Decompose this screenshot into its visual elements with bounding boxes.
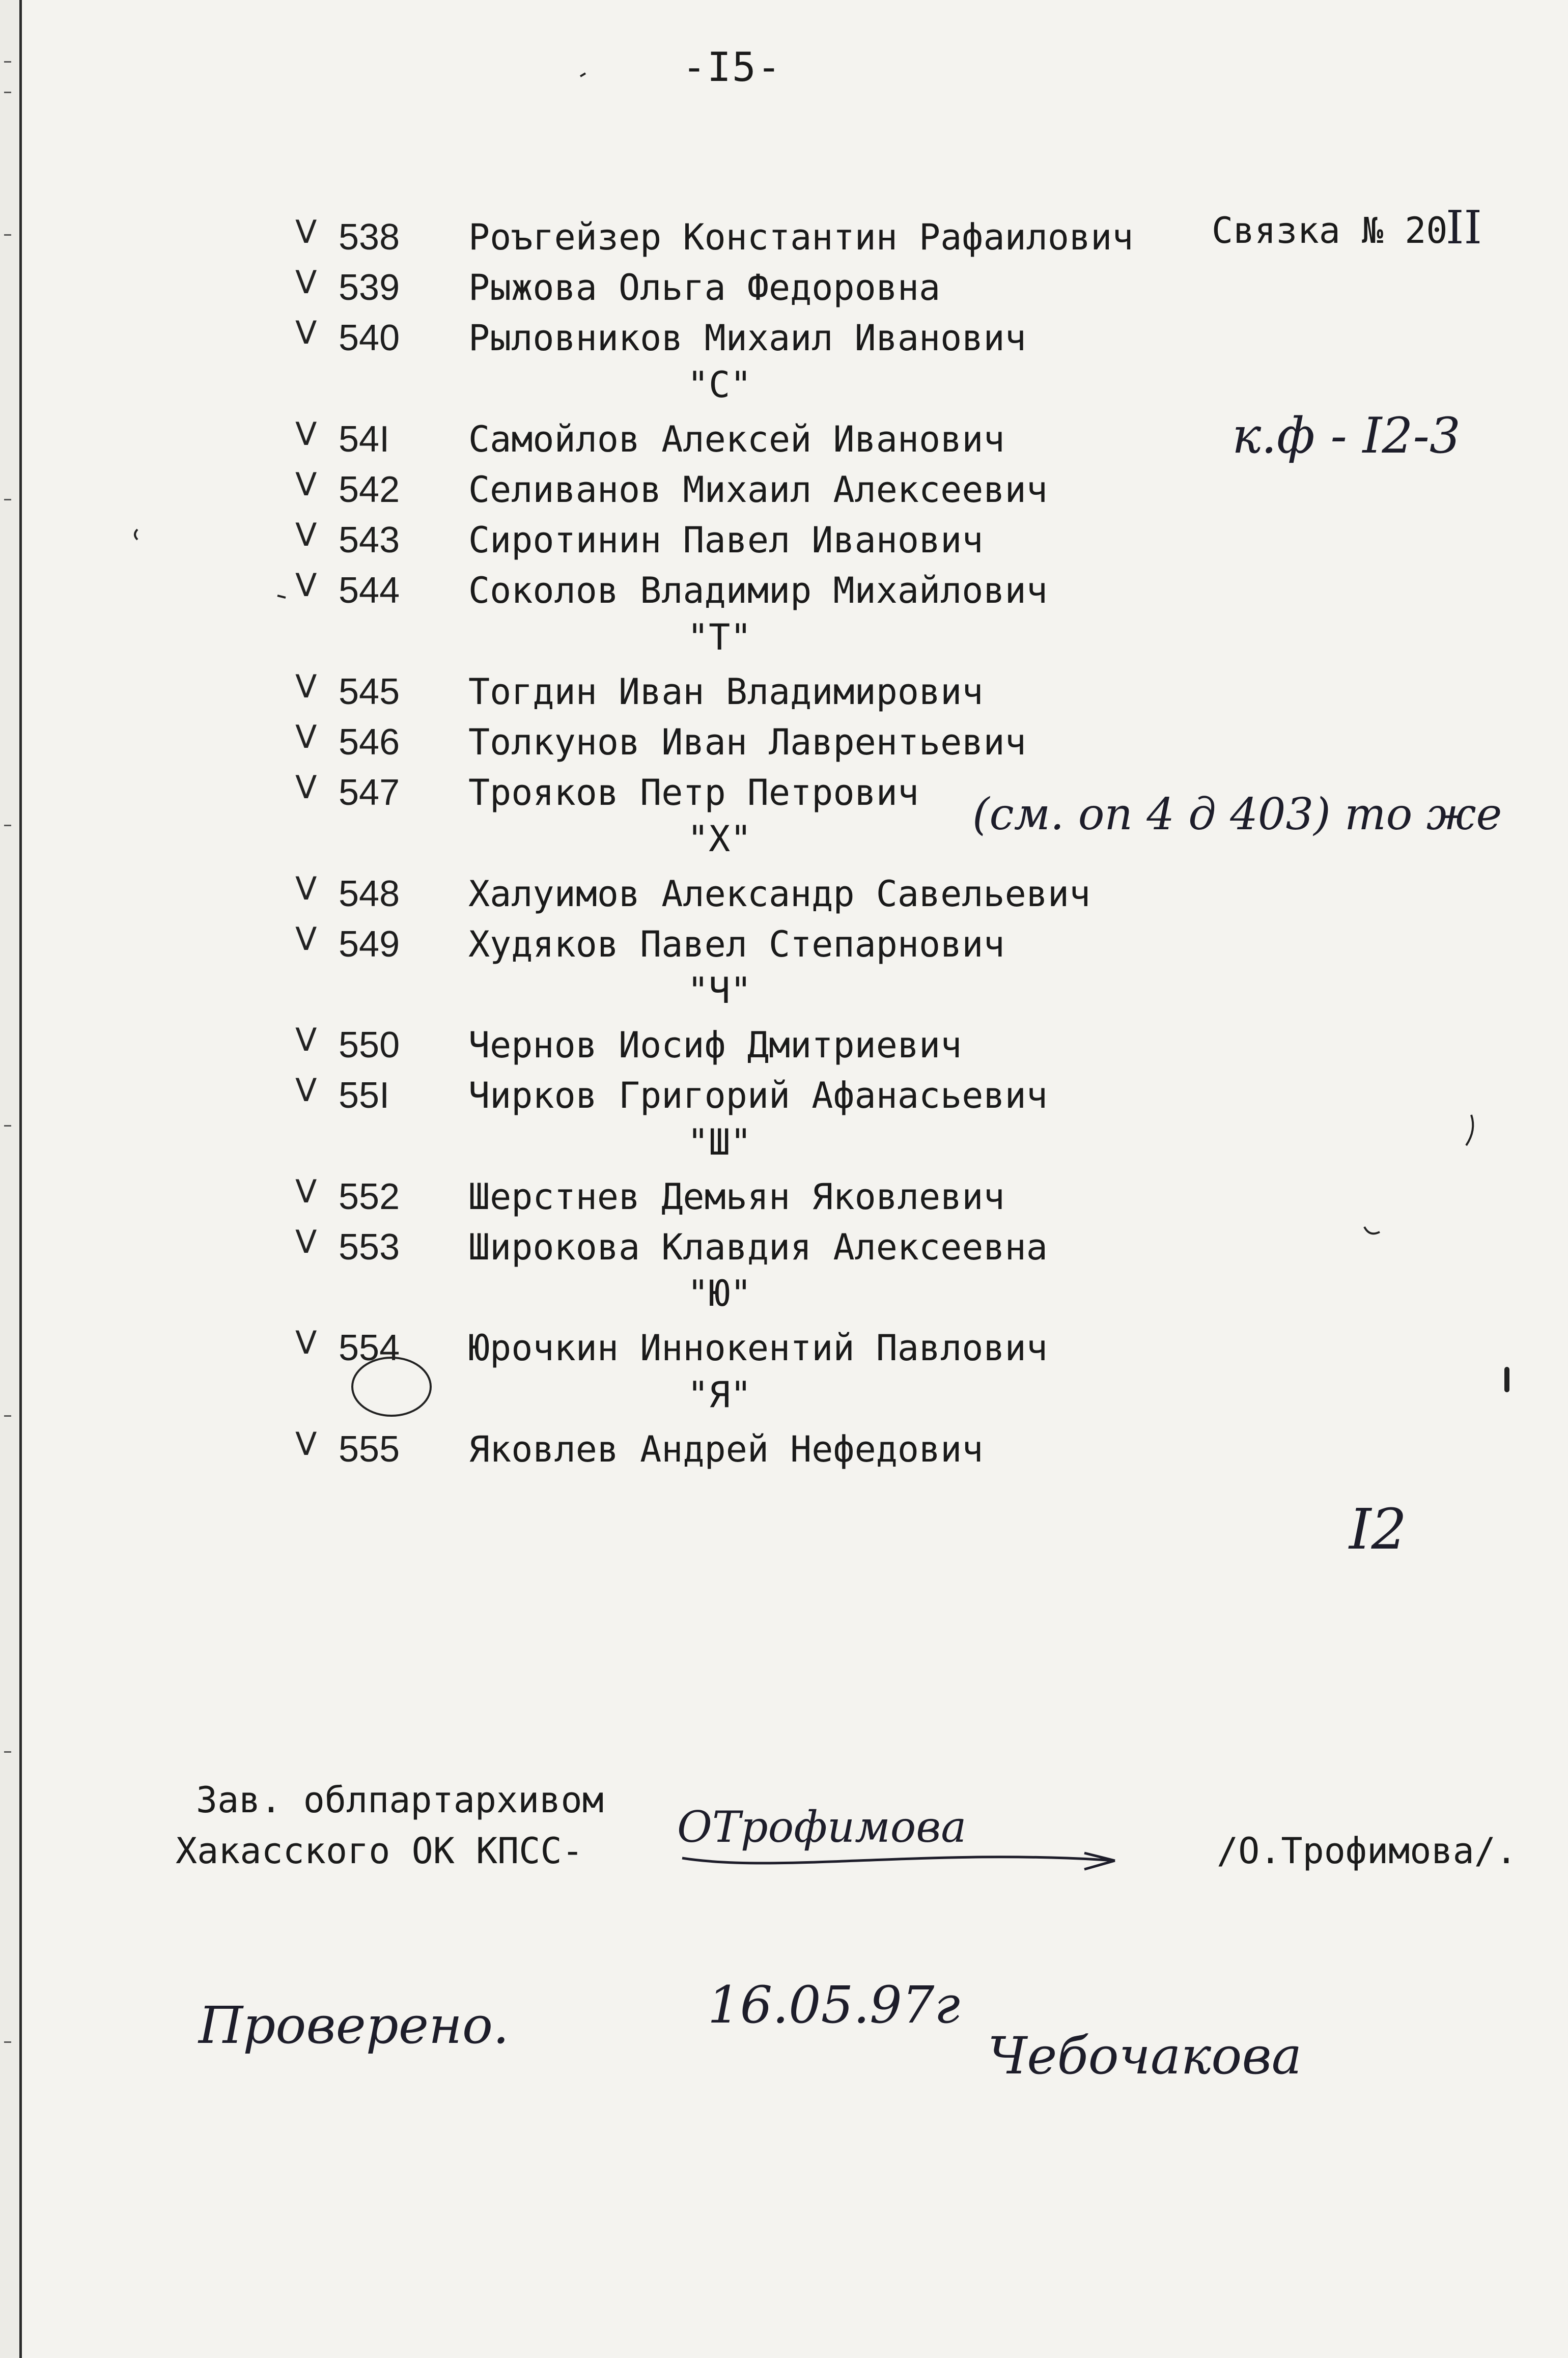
section-letter: "Я" xyxy=(687,1374,752,1416)
entry-number: 548 xyxy=(339,874,400,914)
page-number: -I5- xyxy=(682,45,782,91)
check-mark: V xyxy=(295,1021,317,1058)
entry-name: Рыжова Ольга Федоровна xyxy=(468,267,941,308)
entry-name: Чирков Григорий Афанасьевич xyxy=(468,1075,1048,1116)
entry-number: 552 xyxy=(339,1176,400,1217)
entry-number: 550 xyxy=(339,1025,400,1065)
bundle-label: Связка № 20 xyxy=(1212,210,1448,251)
entry-name: Чернов Иосиф Дмитриевич xyxy=(468,1024,962,1066)
bundle-hand-mark: II xyxy=(1446,201,1482,255)
check-mark: V xyxy=(295,1425,317,1463)
signature: ОТрофимова xyxy=(677,1802,967,1852)
entry-number: 555 xyxy=(339,1429,400,1470)
entry-name: Самойлов Алексей Иванович xyxy=(468,418,1005,460)
check-mark: V xyxy=(295,1223,317,1260)
section-letter: "Ю" xyxy=(687,1273,752,1314)
signature-title-line1: Зав. облпартархивом xyxy=(196,1779,604,1821)
check-mark: V xyxy=(295,415,317,453)
entry-number: 542 xyxy=(339,469,400,510)
entry-number: 543 xyxy=(339,520,400,560)
signature-title-line2: Хакасского ОК КПСС- xyxy=(176,1830,583,1872)
check-mark: V xyxy=(295,870,317,907)
check-mark: V xyxy=(295,466,317,503)
entry-number: 553 xyxy=(339,1227,400,1268)
entry-name: Трояков Петр Петрович xyxy=(468,772,919,813)
check-mark: V xyxy=(295,920,317,958)
entry-name: Рыловников Михаил Иванович xyxy=(468,317,1026,359)
check-mark: V xyxy=(295,314,317,351)
note-547: (см. оп 4 д 403) то же xyxy=(972,789,1502,840)
entry-number: 54I xyxy=(339,419,390,460)
entry-name: Сиротинин Павел Иванович xyxy=(468,519,984,561)
entry-name: Толкунов Иван Лаврентьевич xyxy=(468,721,1026,763)
entry-number: 546 xyxy=(339,722,400,763)
entry-number: 547 xyxy=(339,772,400,813)
entry-name: Юрочкин Иннокентий Павлович xyxy=(468,1327,1048,1369)
entry-name: Яковлев Андрей Нефедович xyxy=(468,1428,984,1470)
section-letter: "Т" xyxy=(687,616,752,658)
check-mark: V xyxy=(295,1324,317,1361)
section-letter: "С" xyxy=(687,364,752,406)
check-mark: V xyxy=(295,769,317,806)
entry-number: 549 xyxy=(339,924,400,965)
section-letter: "Ч" xyxy=(687,970,752,1012)
check-mark: V xyxy=(295,213,317,250)
entry-number: 538 xyxy=(339,217,400,258)
checked-note: Проверено. xyxy=(199,1996,509,2055)
entry-number: 544 xyxy=(339,570,400,611)
entry-number: 539 xyxy=(339,267,400,308)
entry-name: Тогдин Иван Владимирович xyxy=(468,671,984,713)
check-mark: V xyxy=(295,264,317,301)
checker-signature: Чебочакова xyxy=(988,2026,1302,2086)
entry-name: Селиванов Михаил Алексеевич xyxy=(468,469,1048,511)
count-note: I2 xyxy=(1349,1497,1407,1562)
section-letter: "Х" xyxy=(687,818,752,860)
check-mark: V xyxy=(295,1173,317,1210)
entry-name: Шерстнев Демьян Яковлевич xyxy=(468,1176,1005,1218)
check-mark: V xyxy=(295,1072,317,1109)
check-mark: V xyxy=(295,567,317,604)
code-note: к.ф - I2-3 xyxy=(1232,407,1461,464)
entry-number: 554 xyxy=(339,1328,400,1368)
check-mark: V xyxy=(295,516,317,553)
entry-number: 545 xyxy=(339,671,400,712)
entry-number: 540 xyxy=(339,318,400,358)
entry-name: Широкова Клавдия Алексеевна xyxy=(468,1226,1048,1268)
entry-name: Роъгейзер Константин Рафаилович xyxy=(468,216,1134,258)
entry-name: Халуимов Александр Савельевич xyxy=(468,873,1091,915)
check-mark: V xyxy=(295,718,317,755)
entry-name: Соколов Владимир Михайлович xyxy=(468,570,1048,611)
entry-number: 55I xyxy=(339,1075,390,1116)
entry-name: Худяков Павел Степарнович xyxy=(468,923,1005,965)
signatory-name: /О.Трофимова/. xyxy=(1217,1830,1518,1872)
check-mark: V xyxy=(295,668,317,705)
section-letter: "Ш" xyxy=(687,1121,752,1163)
check-date: 16.05.97г xyxy=(708,1975,960,2035)
